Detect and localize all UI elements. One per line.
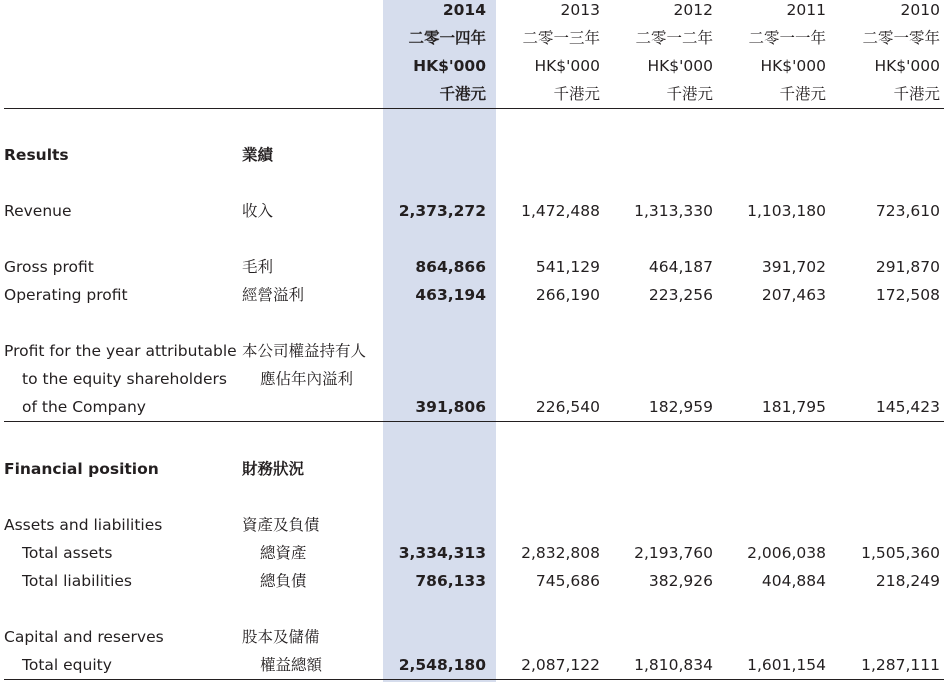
- operating-profit-2012: 223,256: [648, 286, 713, 304]
- financial-position-heading: Financial position: [4, 460, 159, 478]
- year-2013-currency: HK$'000: [534, 57, 600, 75]
- revenue-2010: 723,610: [875, 202, 940, 220]
- total-assets-label-cn: 總資產: [260, 544, 307, 562]
- year-2013-chinese: 二零一三年: [522, 29, 600, 47]
- profit-attributable-label-cn-line2: 應佔年內溢利: [260, 370, 354, 388]
- total-assets-2012: 2,193,760: [634, 544, 713, 562]
- year-2012-currency: HK$'000: [647, 57, 713, 75]
- total-equity-label: Total equity: [22, 656, 112, 674]
- year-2011-label: 2011: [786, 1, 826, 19]
- capital-reserves-label: Capital and reserves: [4, 628, 164, 646]
- total-equity-2013: 2,087,122: [521, 656, 600, 674]
- profit-attributable-2011: 181,795: [761, 398, 826, 416]
- total-equity-2010: 1,287,111: [861, 656, 940, 674]
- profit-attributable-label-line2: to the equity shareholders: [22, 370, 227, 388]
- assets-liabilities-label-cn: 資產及負債: [242, 516, 320, 534]
- total-assets-label: Total assets: [22, 544, 113, 562]
- revenue-2013: 1,472,488: [521, 202, 600, 220]
- revenue-label: Revenue: [4, 202, 72, 220]
- gross-profit-2011: 391,702: [761, 258, 826, 276]
- profit-attributable-2012: 182,959: [648, 398, 713, 416]
- year-2010-currency-cn: 千港元: [893, 85, 940, 103]
- profit-attributable-label-line1: Profit for the year attributable: [4, 342, 237, 360]
- profit-attributable-label-line3: of the Company: [22, 398, 146, 416]
- operating-profit-2014: 463,194: [415, 286, 486, 304]
- total-assets-2010: 1,505,360: [861, 544, 940, 562]
- revenue-2012: 1,313,330: [634, 202, 713, 220]
- total-liabilities-2010: 218,249: [875, 572, 940, 590]
- year-2013-label: 2013: [560, 1, 600, 19]
- operating-profit-2011: 207,463: [761, 286, 826, 304]
- year-2012-chinese: 二零一二年: [635, 29, 713, 47]
- profit-attributable-2010: 145,423: [875, 398, 940, 416]
- total-equity-2011: 1,601,154: [747, 656, 826, 674]
- bottom-rule: [4, 679, 944, 680]
- total-liabilities-label: Total liabilities: [22, 572, 132, 590]
- operating-profit-label: Operating profit: [4, 286, 128, 304]
- operating-profit-2013: 266,190: [535, 286, 600, 304]
- year-2014-chinese: 二零一四年: [408, 29, 486, 47]
- year-2014-label: 2014: [442, 1, 486, 19]
- total-assets-2014: 3,334,313: [398, 544, 486, 562]
- total-equity-label-cn: 權益總額: [260, 656, 323, 674]
- total-assets-2011: 2,006,038: [747, 544, 826, 562]
- total-liabilities-2012: 382,926: [648, 572, 713, 590]
- header-rule: [4, 108, 944, 109]
- total-assets-2013: 2,832,808: [521, 544, 600, 562]
- capital-reserves-label-cn: 股本及儲備: [242, 628, 320, 646]
- profit-attributable-label-cn-line1: 本公司權益持有人: [242, 342, 367, 360]
- total-liabilities-label-cn: 總負債: [260, 572, 307, 590]
- gross-profit-label: Gross profit: [4, 258, 94, 276]
- year-2012-label: 2012: [673, 1, 713, 19]
- year-2014-currency: HK$'000: [413, 57, 486, 75]
- results-heading: Results: [4, 146, 69, 164]
- year-2010-currency: HK$'000: [874, 57, 940, 75]
- total-equity-2014: 2,548,180: [398, 656, 486, 674]
- assets-liabilities-label: Assets and liabilities: [4, 516, 163, 534]
- profit-attributable-2014: 391,806: [415, 398, 486, 416]
- gross-profit-2014: 864,866: [415, 258, 486, 276]
- gross-profit-2012: 464,187: [648, 258, 713, 276]
- total-equity-2012: 1,810,834: [634, 656, 713, 674]
- operating-profit-label-cn: 經營溢利: [242, 286, 305, 304]
- total-liabilities-2014: 786,133: [415, 572, 486, 590]
- revenue-2011: 1,103,180: [747, 202, 826, 220]
- year-2011-currency-cn: 千港元: [779, 85, 826, 103]
- revenue-2014: 2,373,272: [398, 202, 486, 220]
- total-liabilities-2013: 745,686: [535, 572, 600, 590]
- gross-profit-2013: 541,129: [535, 258, 600, 276]
- profit-attributable-2013: 226,540: [535, 398, 600, 416]
- gross-profit-2010: 291,870: [875, 258, 940, 276]
- gross-profit-label-cn: 毛利: [242, 258, 274, 276]
- year-2012-currency-cn: 千港元: [666, 85, 713, 103]
- year-2011-chinese: 二零一一年: [748, 29, 826, 47]
- financial-position-heading-cn: 財務狀況: [242, 460, 305, 478]
- total-liabilities-2011: 404,884: [761, 572, 826, 590]
- section-rule: [4, 421, 944, 422]
- year-2010-label: 2010: [900, 1, 940, 19]
- year-2010-chinese: 二零一零年: [862, 29, 940, 47]
- results-heading-cn: 業績: [242, 146, 274, 164]
- year-2014-currency-cn: 千港元: [439, 85, 486, 103]
- operating-profit-2010: 172,508: [875, 286, 940, 304]
- revenue-label-cn: 收入: [242, 202, 274, 220]
- year-2011-currency: HK$'000: [760, 57, 826, 75]
- year-2013-currency-cn: 千港元: [553, 85, 600, 103]
